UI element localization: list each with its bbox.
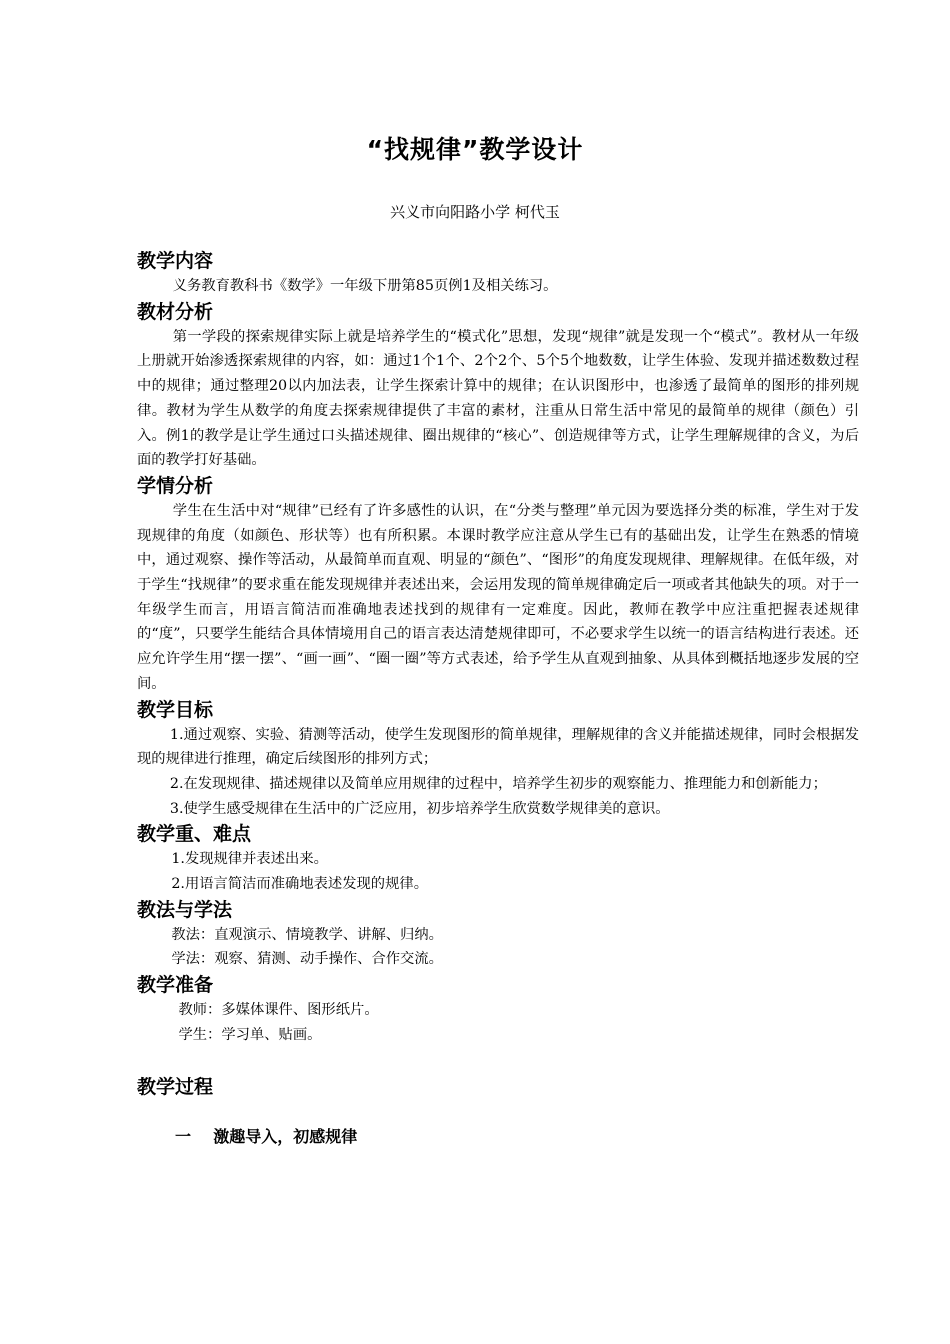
section-heading-methods: 教法与学法 [137, 898, 233, 921]
document-author: 兴义市向阳路小学 柯代玉 [390, 203, 560, 221]
section-heading-prep: 教学准备 [137, 974, 214, 997]
method-item: 教法：直观演示、情境教学、讲解、归纳。 [171, 926, 443, 943]
spacer [137, 1048, 859, 1068]
section-text-textbook: 第一学段的探索规律实际上就是培养学生的“模式化”思想，发现“规律”就是发现一个“模式”。教材从一年级上册就开始渗透探索规律的内容，如：通过1个1个、2个2个、5个5个地数数，让学生体验、发现并描述数数过程中的规律；通过整理20以内加法表，让学生探索计算中的规律；在认识图形中，也渗透了最简单的图形的排列规律。教材为学生从数学的角度去探索规律提供了丰富的素材，注重从日常生活中常见的最简单的规律（颜色）引入。例1的教学是让学生通过口头描述规律、圈出规律的“核心”、创造规律等方式，让学生理解规律的含义，为后面的教学打好基础。 [137, 328, 859, 469]
keypoint-item: 2.用语言简洁而准确地表述发现的规律。 [171, 876, 428, 893]
section-text-students: 学生在生活中对“规律”已经有了许多感性的认识，在“分类与整理”单元因为要选择分类的标准，学生对于发现规律的角度（如颜色、形状等）也有所积累。本课时教学应注意从学生已有的基础出发，让学生在熟悉的情境中，通过观察、操作等活动，从最简单而直观、明显的“颜色”、“图形”的角度发现规律、理解规律。在低年级，对于学生“找规律”的要求重在能发现规律并表述出来，会运用发现的简单规律确定后一项或者其他缺失的项。对于一年级学生而言，用语言简洁而准确地表述找到的规律有一定难度。因此，教师在教学中应注重把握表述规律的“度”，只要学生能结合具体情境用自己的语言表达清楚规律即可，不必要求学生以统一的语言结构进行表述。还应允许学生用“摆一摆”、“画一画”、“圈一圈”等方式表述，给予学生从直观到抽象、从具体到概括地逐步发展的空间。 [137, 502, 859, 692]
section-heading-keypoints: 教学重、难点 [137, 823, 252, 846]
method-item: 学法：观察、猜测、动手操作、合作交流。 [171, 951, 443, 968]
process-step-1: 一 激趣导入，初感规律 [175, 1126, 358, 1146]
keypoint-item: 1.发现规律并表述出来。 [171, 851, 328, 868]
prep-item: 学生：学习单、贴画。 [178, 1026, 322, 1043]
section-heading-students: 学情分析 [137, 474, 214, 497]
prep-item: 教师：多媒体课件、图形纸片。 [178, 1002, 379, 1019]
document-title: “找规律”教学设计 [366, 135, 584, 164]
section-text-content: 义务教育教科书《数学》一年级下册第85页例1及相关练习。 [172, 278, 558, 294]
section-heading-process: 教学过程 [137, 1075, 214, 1098]
section-heading-goals: 教学目标 [137, 698, 214, 721]
goal-item: 3.使学生感受规律在生活中的广泛应用，初步培养学生欣赏数学规律美的意识。 [169, 800, 670, 817]
section-heading-content: 教学内容 [137, 250, 214, 272]
section-heading-textbook: 教材分析 [137, 300, 214, 323]
goal-item: 2.在发现规律、描述规律以及简单应用规律的过程中，培养学生初步的观察能力、推理能力和创新能力； [169, 775, 827, 792]
document-body [137, 248, 859, 1150]
goal-item: 1.通过观察、实验、猜测等活动，使学生发现图形的简单规律，理解规律的含义并能描述规律，同时会根据发现的规律进行推理，确定后续图形的排列方式； [137, 726, 859, 768]
